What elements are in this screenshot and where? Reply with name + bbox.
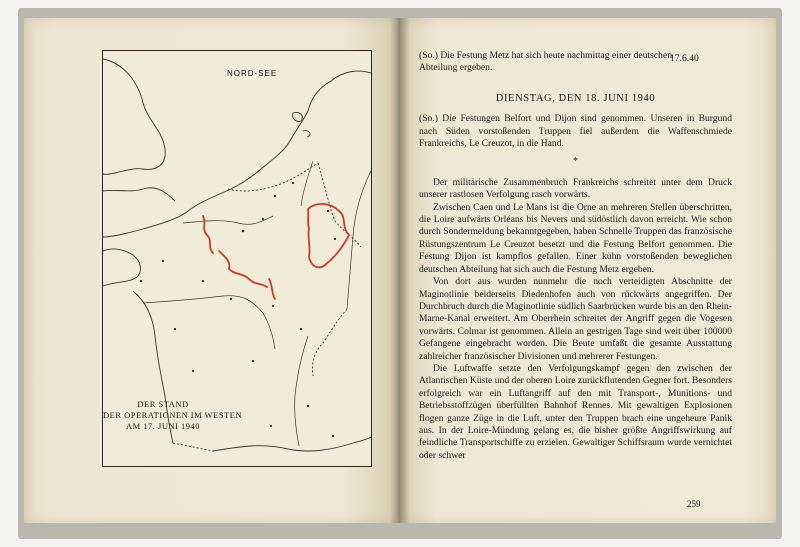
rhine-river [347,171,371,309]
paragraph-1: Der militärische Zusammenbruch Frankreichs schreitet unter dem Druck unserer rastlosen Verfolgung rasch vorwärts. [419,176,732,201]
brittany-coast [103,249,140,286]
border-switzerland [312,309,347,376]
paragraph-3: Von dort aus wurden nunmehr die noch verteidigten Abschnitte der Maginotlinie beiderseits Diedenhofen auch von rückwärts angegriffen. Der Durchbruch durch die Maginotlinie südlich Saarbrücken wurde bis an den Rhein-Marne-Kanal erweitert. Am Oberrhein schreitet der Angriff gegen die Vogesen vorwärts. Colmar ist genommen. Allein an gestrigen Tage sind weit über 100000 Gefangene eingebracht worden. Die Beute umfaßt die gesamte Ausstattung zahlreicher französischer Divisionen und mehrerer Festungen. [419,276,732,362]
border-belgium [228,163,318,191]
england-southcoast [103,188,175,201]
loire-river [143,296,275,349]
england-coast [103,59,165,174]
book-gutter [390,18,410,523]
right-page-text [419,50,732,462]
front-line-drawing [203,204,349,299]
continent-coast [103,71,371,237]
paragraph-4: Die Luftwaffe setzte den Verfolgungskampf gegen den zwischen der Atlantischen Küste und der oberen Loire zurückflutenden Gegner fort. Besonders erfolgreich war ein Luftangriff auf den mit Transport-, Munitions- und Betriebsstoffzügen überfüllten Bahnhof Rennes. Mit gewaltigen Explosionen flogen ganze Züge in die Luft, unter den Truppen brach eine ungeheure Panik aus. In der Loire-Mündung gelang es, die bisher größte Angriffswirkung auf feindliche Transportschiffe zu erzielen. Gewaltiger Schiffsraum wurde vernichtet oder schwer [419,362,732,461]
map-caption [103,399,243,432]
top-paragraph: (So.) Die Festung Metz hat sich heute nachmittag einer deutschen Abteilung ergeben. [419,50,672,74]
seine-river [183,216,273,224]
day-heading: DIENSTAG, DEN 18. JUNI 1940 [495,92,656,104]
border-spain [173,443,213,451]
top-date: 17.6.40 [670,53,699,64]
map-caption-line-2: DER OPERATIONEN IM WESTEN [103,410,243,420]
sea-label: NORD-SEE [227,69,278,78]
map-of-western-front [102,50,372,467]
border-germany [318,163,361,247]
map-caption-line-3: AM 17. JUNI 1940 [125,421,201,431]
section-separator: * [573,156,578,168]
mediterranean-coast [213,437,371,451]
rhone-river [295,336,308,446]
paragraph-2: Zwischen Caen und Le Mans ist die Orne an mehreren Stellen überschritten, die Loire aufwärts Orléans bis Nevers und südöstlich davon erreicht. Wie schon durch Sondermeldung bekanntgegeben, haben Schnelle Truppen das französische Rüstungszentrum Le Creuzot besetzt und die Festung Belfort genommen. Die Festung Dijon ist kampflos gefallen. Einer kühn vorstoßenden beweglichen deutschen Abteilung hat sich auch die Festung Metz ergeben. [419,201,732,275]
zeeland-islands [293,112,310,137]
map-caption-line-1: DER STAND [137,399,189,409]
special-report: (So.) Die Festungen Belfort und Dijon sind genommen. Unseren in Burgund nach Süden vorstoßenden Truppen fiel außerdem die Waffenschmiede Frankreichs, Le Creuzot, in die Hand. [419,113,732,150]
page-number: 259 [687,499,701,509]
meuse-river [301,161,313,206]
